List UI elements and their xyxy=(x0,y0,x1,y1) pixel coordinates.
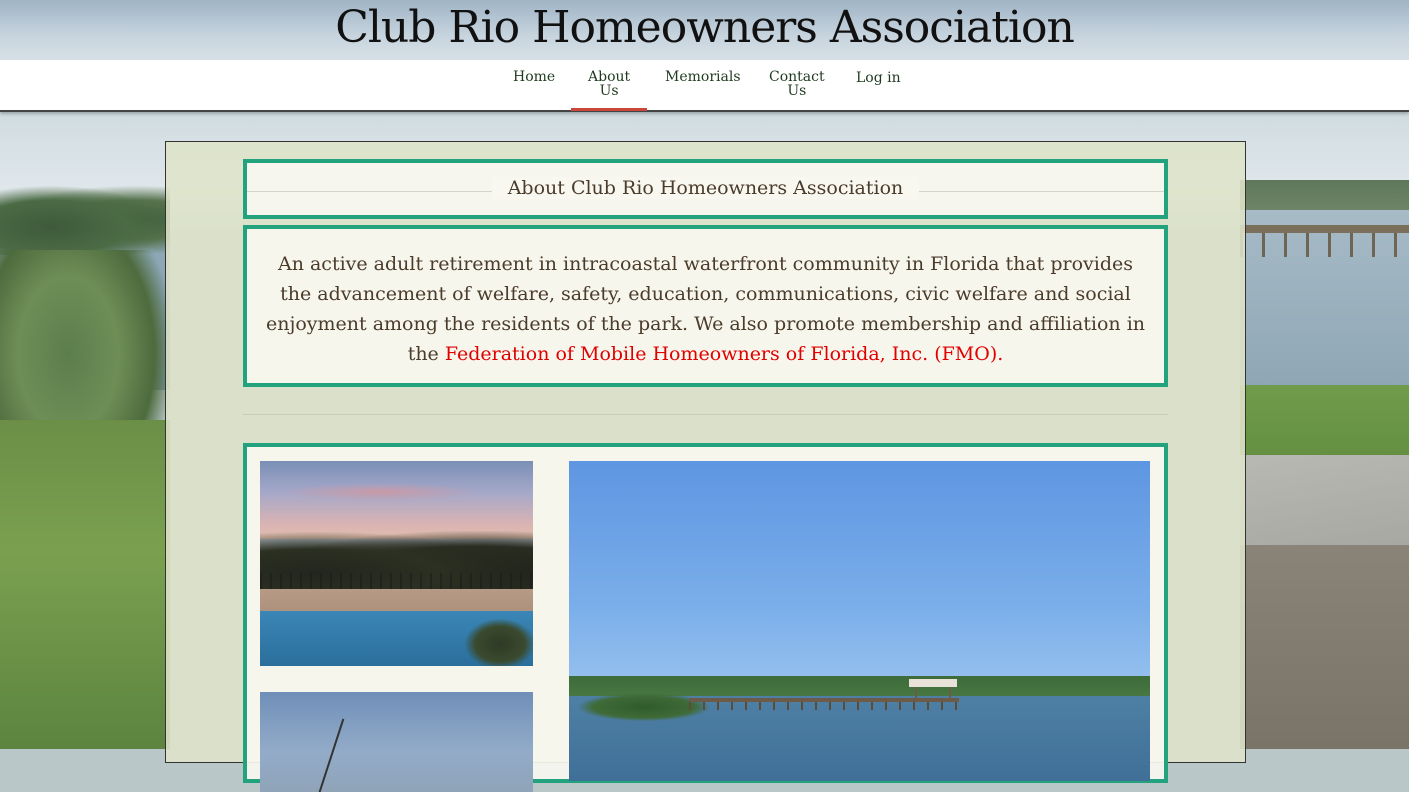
nav-contact-label-line1: Contact xyxy=(769,69,825,85)
marina-photo[interactable] xyxy=(260,692,533,792)
description-text xyxy=(263,249,1148,369)
nav-about-label-line1: About xyxy=(588,69,631,85)
section-divider xyxy=(243,414,1168,415)
description-box xyxy=(243,225,1168,387)
nav-home[interactable] xyxy=(513,70,555,84)
nav-home-label: Home xyxy=(513,69,556,85)
main-navigation xyxy=(0,60,1409,112)
page-heading-text: About Club Rio Homeowners Association xyxy=(492,177,920,199)
nav-login-label: Log in xyxy=(856,70,901,86)
nav-contact-label-line2: Us xyxy=(787,83,807,99)
page-heading-box xyxy=(243,159,1168,219)
nav-contact-us[interactable] xyxy=(769,70,825,98)
nav-about-label-line2: Us xyxy=(599,83,619,99)
nav-login[interactable] xyxy=(856,71,901,85)
description-body: An active adult retirement in intracoastal waterfront community in Florida that provides the advancement of welfare, safety, education, communications, civic welfare and social enjoyment among the residents of the park. We also promote membership and affiliation in the xyxy=(265,253,1146,365)
pool-sunset-photo[interactable] xyxy=(260,461,533,666)
fmo-link[interactable]: Federation of Mobile Homeowners of Florida, Inc. (FMO). xyxy=(444,343,1004,365)
nav-about-us[interactable] xyxy=(588,70,630,98)
page-heading xyxy=(247,177,1164,199)
content-panel xyxy=(165,141,1246,763)
photo-gallery xyxy=(243,443,1168,783)
site-title[interactable]: Club Rio Homeowners Association xyxy=(335,2,1074,53)
nav-memorials-label: Memorials xyxy=(665,69,741,85)
nav-memorials[interactable] xyxy=(665,70,741,84)
waterfront-dock-photo[interactable] xyxy=(569,461,1150,781)
